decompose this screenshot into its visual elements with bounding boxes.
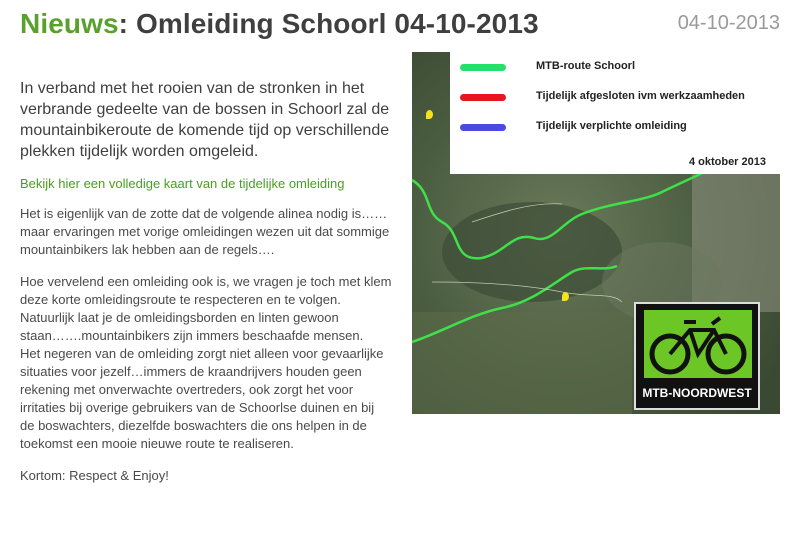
paragraph-1: Het is eigenlijk van de zotte dat de volgende alinea nodig is……maar ervaringen met vorige omleidingen wezen uit dat sommige mountainbikers lak hebben aan de regels…. [20,206,390,257]
closing-line: Kortom: Respect & Enjoy! [20,468,169,483]
legend-swatch [460,94,506,101]
paragraph-3: Het negeren van de omleiding zorgt niet alleen voor gevaarlijke situaties voor jezelf…immers de kraandrijvers houden geen rekening met onverwachte overtreders, ook zorgt het voor irritaties bij overige gebruikers van de Schoorlse duinen en bij de boswachters, diezelfde boswachters die ons helpen in de toekomst een mooie nieuwe route te realiseren. [20,346,384,451]
page-title [20,8,539,40]
map-pin-icon [562,292,569,301]
detour-map-image[interactable] [412,52,780,414]
legend-label: Tijdelijk verplichte omleiding [536,120,687,132]
article-header [20,8,780,48]
map-pin-icon [426,110,433,119]
legend-date: 4 oktober 2013 [688,156,766,168]
map-legend [450,52,780,174]
logo-text: MTB-NOORDWEST [642,386,752,400]
legend-label: Tijdelijk afgesloten ivm werkzaamheden [536,90,745,102]
publish-date: 04-10-2013 [677,12,780,34]
bike-icon [644,310,752,378]
mtb-noordwest-logo [634,302,760,410]
lead-paragraph: In verband met het rooien van de stronken in het verbrande gedeelte van de bossen in Schoorl zal de mountainbikeroute de komende tijd op verschillende plekken tijdelijk worden omgeleid. [20,80,390,160]
paragraph-2: Hoe vervelend een omleiding ook is, we vragen je toch met klem deze korte omleidingsroute te respecteren en te volgen. Natuurlijk laat je de omleidingsborden en linten gewoon staan…….mountainbikers zijn immers beschaafde mensen. [20,274,392,343]
legend-swatch [460,124,506,131]
article-body [20,78,392,485]
full-map-link[interactable]: Bekijk hier een volledige kaart van de tijdelijke omleiding [20,176,345,191]
title-text: : Omleiding Schoorl 04-10-2013 [118,8,539,39]
legend-label: MTB-route Schoorl [536,60,635,72]
section-label[interactable]: Nieuws [20,8,119,39]
legend-swatch [460,64,506,71]
